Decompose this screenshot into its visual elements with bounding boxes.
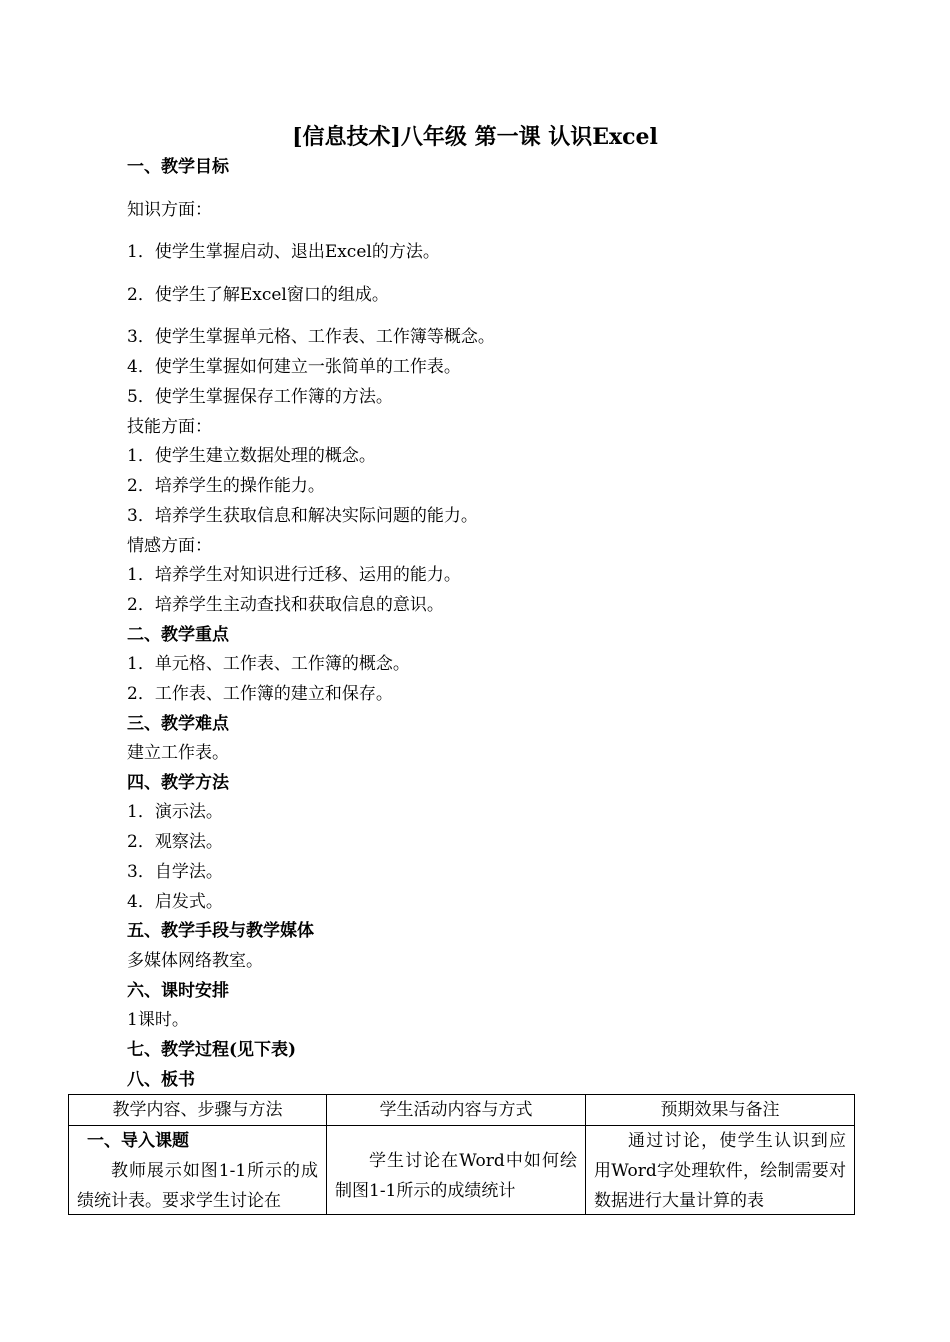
body-line: 3．培养学生获取信息和解决实际问题的能力。	[127, 506, 478, 526]
section-heading: 三、教学难点	[127, 714, 229, 734]
body-line: 情感方面：	[127, 536, 212, 556]
cell-expected-effect	[586, 1126, 855, 1215]
body-line: 2．观察法。	[127, 832, 223, 852]
cell-subheading: 一、导入课题	[87, 1131, 189, 1151]
body-line: 1．演示法。	[127, 802, 223, 822]
body-line: 1．使学生掌握启动、退出Excel的方法。	[127, 242, 440, 262]
body-line: 4．使学生掌握如何建立一张简单的工作表。	[127, 357, 461, 377]
body-line: 1课时。	[127, 1010, 189, 1030]
section-heading: 六、课时安排	[127, 981, 229, 1001]
cell-teaching-content	[69, 1126, 327, 1215]
body-line: 2．工作表、工作簿的建立和保存。	[127, 684, 393, 704]
table-header-row	[69, 1095, 855, 1126]
header-teaching-content: 教学内容、步骤与方法	[69, 1095, 327, 1126]
body-line: 知识方面：	[127, 200, 212, 220]
body-line: 3．使学生掌握单元格、工作表、工作簿等概念。	[127, 327, 495, 347]
body-line: 技能方面：	[127, 417, 212, 437]
cell-text: 教师展示如图1-1所示的成绩统计表。要求学生讨论在	[77, 1161, 318, 1211]
teaching-process-table	[68, 1094, 855, 1215]
section-heading: 二、教学重点	[127, 625, 229, 645]
section-heading: 七、教学过程(见下表)	[127, 1040, 297, 1060]
body-line: 2．培养学生的操作能力。	[127, 476, 325, 496]
cell-text: 通过讨论，使学生认识到应用Word字处理软件，绘制需要对数据进行大量计算的表	[594, 1131, 846, 1211]
body-line: 1．单元格、工作表、工作簿的概念。	[127, 654, 410, 674]
document-title: [信息技术]八年级 第一课 认识Excel	[292, 124, 658, 150]
header-expected-effect: 预期效果与备注	[586, 1095, 855, 1126]
body-line: 多媒体网络教室。	[127, 951, 263, 971]
body-line: 建立工作表。	[127, 743, 229, 763]
body-line: 5．使学生掌握保存工作簿的方法。	[127, 387, 393, 407]
body-line: 1．培养学生对知识进行迁移、运用的能力。	[127, 565, 461, 585]
body-line: 3．自学法。	[127, 862, 223, 882]
cell-text: 学生讨论在Word中如何绘制图1-1所示的成绩统计	[335, 1151, 577, 1201]
section-heading: 四、教学方法	[127, 773, 229, 793]
section-heading: 五、教学手段与教学媒体	[127, 921, 314, 941]
body-line: 4．启发式。	[127, 892, 223, 912]
section-heading: 八、板书	[127, 1070, 195, 1090]
body-line: 1．使学生建立数据处理的概念。	[127, 446, 376, 466]
body-line: 2．培养学生主动查找和获取信息的意识。	[127, 595, 444, 615]
body-line: 2．使学生了解Excel窗口的组成。	[127, 285, 389, 305]
section-heading: 一、教学目标	[127, 157, 229, 177]
cell-student-activity	[327, 1126, 586, 1215]
table-row	[69, 1126, 855, 1215]
header-student-activity: 学生活动内容与方式	[327, 1095, 586, 1126]
